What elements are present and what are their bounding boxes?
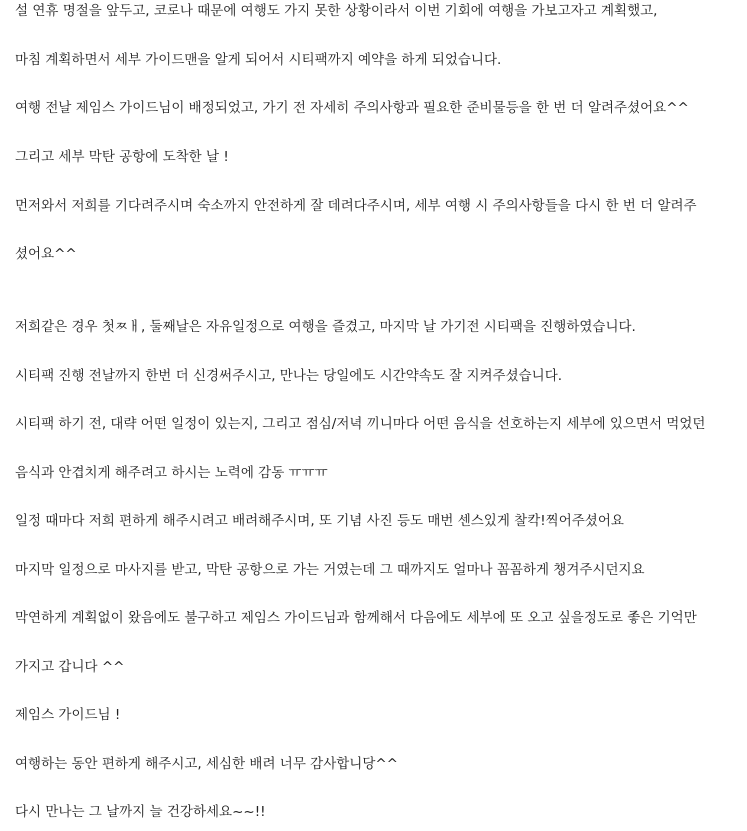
text-line: 가지고 갑니다 ^^ [15,659,125,675]
text-line: 설 연휴 명절을 앞두고, 코로나 때문에 여행도 가지 못한 상황이라서 이번 기회에 여행을 가보고자고 계획했고, [15,3,658,19]
text-line: 여행하는 동안 편하게 해주시고, 세심한 배려 너무 감사합니당^^ [15,756,398,772]
text-line: 음식과 안겹치게 해주려고 하시는 노력에 감동 ㅠㅠㅠ [15,465,328,481]
text-line: 여행 전날 제임스 가이드님이 배정되었고, 가기 전 자세히 주의사항과 필요한 준비물등을 한 번 더 알려주셨어요^^ [15,100,689,116]
text-line: 다시 만나는 그 날까지 늘 건강하세요~~!! [15,804,266,820]
text-line: 시티팩 하기 전, 대략 어떤 일정이 있는지, 그리고 점심/저녁 끼니마다 어떤 음식을 선호하는지 세부에 있으면서 먹었던 [15,416,706,432]
text-line: 저희같은 경우 첫ㅉㅐ, 둘째날은 자유일정으로 여행을 즐겼고, 마지막 날 가기전 시티팩을 진행하였습니다. [15,319,636,335]
text-line: 일정 때마다 저희 편하게 해주시려고 배려해주시며, 또 기념 사진 등도 매번 센스있게 찰칵!찍어주셨어요 [15,513,624,529]
text-line: 막연하게 계획없이 왔음에도 불구하고 제임스 가이드님과 함께해서 다음에도 세부에 또 오고 싶을정도로 좋은 기억만 [15,610,697,626]
text-line: 그리고 세부 막탄 공항에 도착한 날 ! [15,149,229,165]
text-line: 마지막 일정으로 마사지를 받고, 막탄 공항으로 가는 거였는데 그 때까지도 얼마나 꼼꼼하게 챙겨주시던지요 [15,562,645,578]
text-line: 셨어요^^ [15,246,77,262]
text-line: 제임스 가이드님 ! [15,707,121,723]
text-line: 시티팩 진행 전날까지 한번 더 신경써주시고, 만나는 당일에도 시간약속도 잘 지켜주셨습니다. [15,368,563,384]
text-line: 먼저와서 저희를 기다려주시며 숙소까지 안전하게 잘 데려다주시며, 세부 여행 시 주의사항들을 다시 한 번 더 알려주 [15,198,697,214]
text-line: 마침 계획하면서 세부 가이드맨을 알게 되어서 시티팩까지 예약을 하게 되었습니다. [15,52,502,68]
